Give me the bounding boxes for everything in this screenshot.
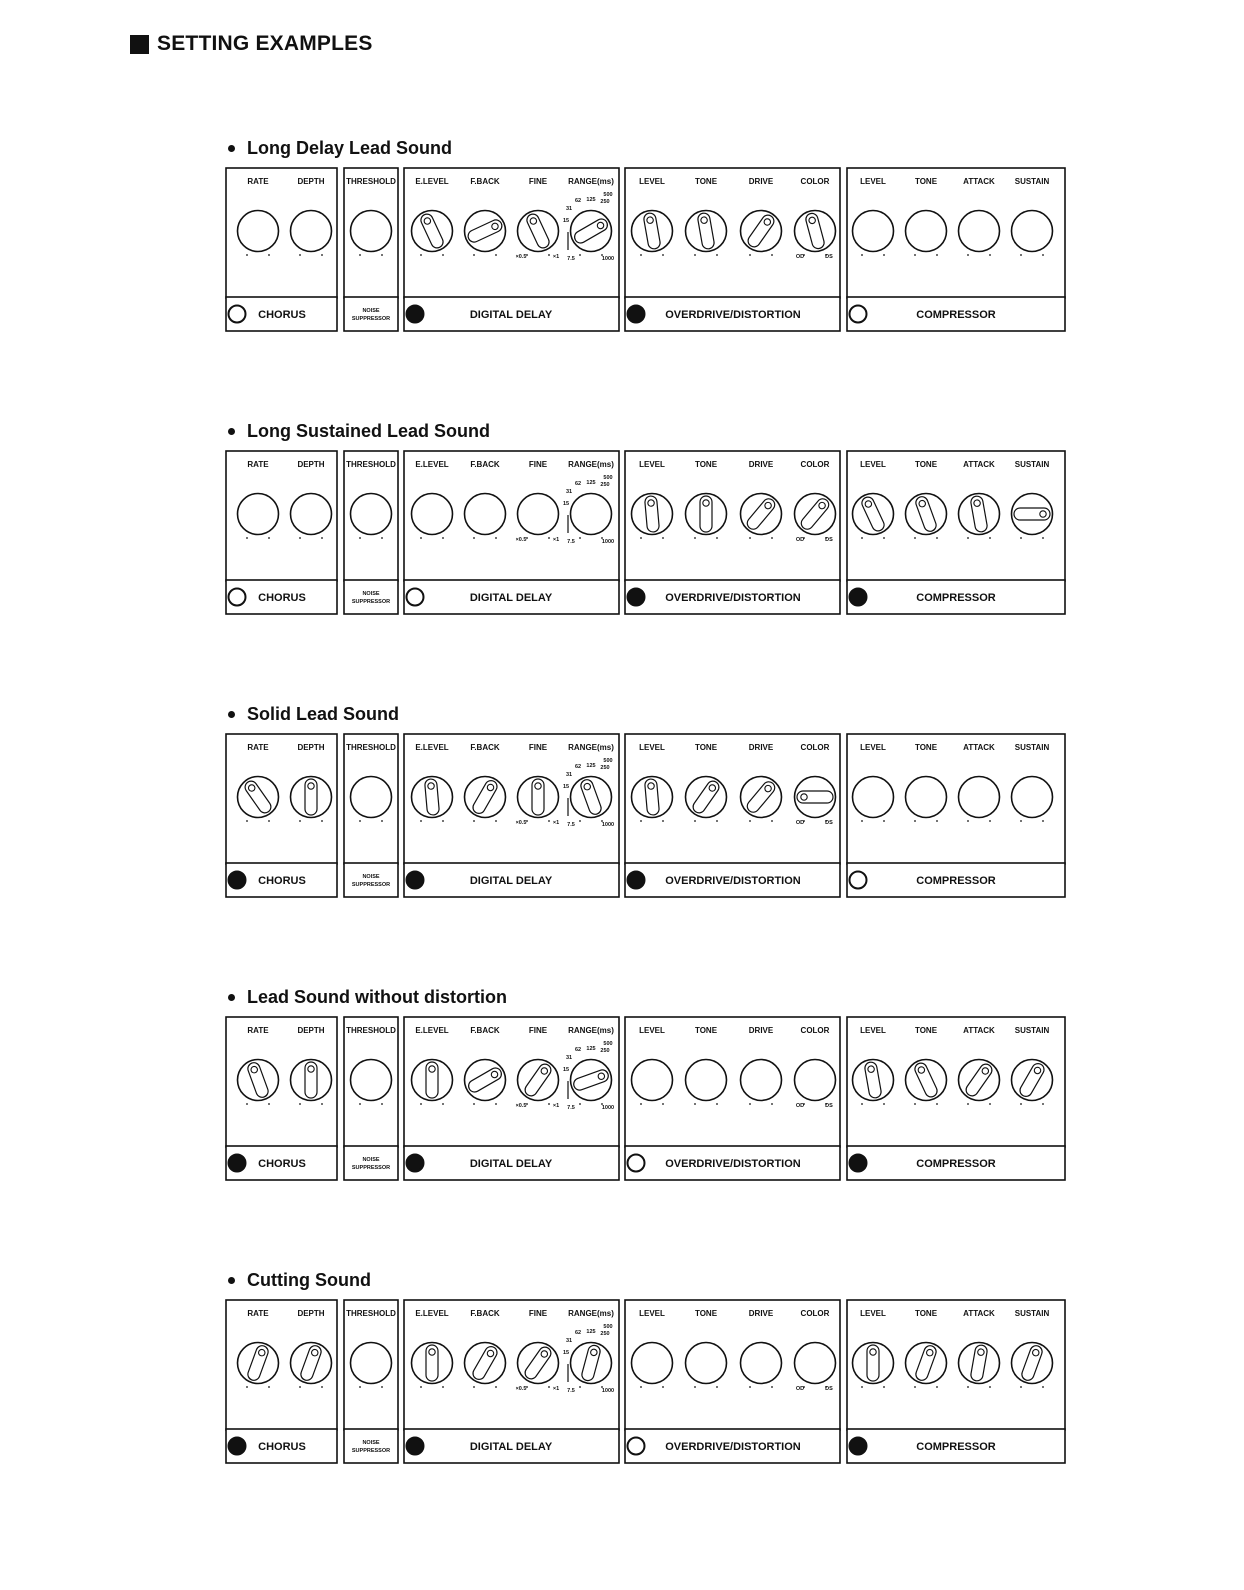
range-mark: 15 xyxy=(562,1067,570,1073)
knob-label: DRIVE xyxy=(748,743,774,752)
example-title xyxy=(228,421,490,442)
range-mark: 250 xyxy=(600,482,610,488)
overdrive-name: OVERDRIVE/DISTORTION xyxy=(665,309,801,321)
compressor-led-icon xyxy=(850,589,867,606)
knob-label: ATTACK xyxy=(963,743,995,752)
chorus-name: CHORUS xyxy=(258,1158,306,1170)
knob-label: TONE xyxy=(694,1309,718,1318)
fine-max-mark: ×1 xyxy=(552,1386,560,1392)
range-mark: 250 xyxy=(600,1048,610,1054)
knob-label: RANGE(ms) xyxy=(568,1309,614,1318)
knob-label: LEVEL xyxy=(639,177,665,186)
overdrive-name: OVERDRIVE/DISTORTION xyxy=(665,592,801,604)
setting-example xyxy=(0,704,1244,904)
compressor-led-icon xyxy=(850,306,867,323)
noise-suppressor-label-box xyxy=(344,1429,398,1463)
chorus-name: CHORUS xyxy=(258,875,306,887)
compressor-led-icon xyxy=(850,1155,867,1172)
setting-example xyxy=(0,421,1244,621)
knob-label: RATE xyxy=(247,743,269,752)
knob-label: ATTACK xyxy=(963,1026,995,1035)
range-mark: 7.5 xyxy=(567,822,575,828)
example-title-text: Solid Lead Sound xyxy=(247,704,399,724)
overdrive-name: OVERDRIVE/DISTORTION xyxy=(665,875,801,887)
fine-min-mark: ×0.5 xyxy=(515,537,527,543)
fine-min-mark: ×0.5 xyxy=(515,820,527,826)
knob-label: TONE xyxy=(914,177,938,186)
overdrive-led-icon xyxy=(628,306,645,323)
knob-label: E.LEVEL xyxy=(415,1309,449,1318)
knob-label: TONE xyxy=(914,460,938,469)
compressor-led-icon xyxy=(850,1438,867,1455)
knob-label: RANGE(ms) xyxy=(568,177,614,186)
knob-label: THRESHOLD xyxy=(346,743,396,752)
compressor-name: COMPRESSOR xyxy=(916,1441,996,1453)
color-od-mark: OD xyxy=(795,1103,805,1109)
fine-min-mark: ×0.5 xyxy=(515,1386,527,1392)
fine-max-mark: ×1 xyxy=(552,1103,560,1109)
overdrive-name: OVERDRIVE/DISTORTION xyxy=(665,1441,801,1453)
compressor-led-icon xyxy=(850,872,867,889)
noise-name-line1: NOISE xyxy=(362,1440,380,1446)
digital-delay-name: DIGITAL DELAY xyxy=(469,1441,553,1453)
knob-label: TONE xyxy=(694,1026,718,1035)
knob-label: THRESHOLD xyxy=(346,460,396,469)
knob-label: RATE xyxy=(247,1026,269,1035)
knob-label: TONE xyxy=(914,743,938,752)
knob-label: E.LEVEL xyxy=(415,1026,449,1035)
knob-label: SUSTAIN xyxy=(1014,743,1050,752)
color-od-mark: OD xyxy=(795,537,805,543)
knob-label: DEPTH xyxy=(297,1309,325,1318)
knob-label: FINE xyxy=(528,743,548,752)
range-mark: 62 xyxy=(574,481,582,487)
example-title xyxy=(228,1270,371,1291)
digital-delay-led-icon xyxy=(407,1155,424,1172)
chorus-led-icon xyxy=(229,872,246,889)
example-title-text: Long Sustained Lead Sound xyxy=(247,421,490,441)
knob-label: ATTACK xyxy=(963,177,995,186)
noise-name-line1: NOISE xyxy=(362,591,380,597)
effects-rack xyxy=(0,1013,1244,1213)
setting-example xyxy=(0,1270,1244,1470)
range-mark: 1000 xyxy=(601,1105,615,1111)
knob-label: TONE xyxy=(914,1026,938,1035)
range-mark: 62 xyxy=(574,764,582,770)
digital-delay-name: DIGITAL DELAY xyxy=(469,309,553,321)
knob-label: LEVEL xyxy=(860,177,886,186)
range-mark: 250 xyxy=(600,765,610,771)
knob-label: F.BACK xyxy=(470,177,500,186)
chorus-name: CHORUS xyxy=(258,309,306,321)
knob-label: F.BACK xyxy=(470,1026,500,1035)
knob-label: E.LEVEL xyxy=(415,460,449,469)
knob-label: LEVEL xyxy=(639,1309,665,1318)
range-mark: 500 xyxy=(603,475,613,481)
bullet-icon xyxy=(228,145,235,152)
effects-rack xyxy=(0,730,1244,930)
chorus-name: CHORUS xyxy=(258,1441,306,1453)
fine-max-mark: ×1 xyxy=(552,254,560,260)
chorus-name: CHORUS xyxy=(258,592,306,604)
color-ds-mark: DS xyxy=(825,254,833,260)
example-title-text: Long Delay Lead Sound xyxy=(247,138,453,158)
knob-label: DRIVE xyxy=(748,1309,774,1318)
range-mark: 31 xyxy=(565,206,573,212)
knob-label: LEVEL xyxy=(860,1026,886,1035)
knob-label: TONE xyxy=(694,460,718,469)
range-mark: 500 xyxy=(603,758,613,764)
range-mark: 500 xyxy=(603,1041,613,1047)
digital-delay-name: DIGITAL DELAY xyxy=(469,875,553,887)
noise-name-line2: SUPPRESSOR xyxy=(351,599,391,605)
noise-suppressor-label-box xyxy=(344,297,398,331)
example-title xyxy=(228,704,399,725)
noise-name-line2: SUPPRESSOR xyxy=(351,1165,391,1171)
fine-min-mark: ×0.5 xyxy=(515,254,527,260)
knob-label: FINE xyxy=(528,460,548,469)
compressor-name: COMPRESSOR xyxy=(916,592,996,604)
knob-label: FINE xyxy=(528,1309,548,1318)
knob-label: F.BACK xyxy=(470,1309,500,1318)
overdrive-name: OVERDRIVE/DISTORTION xyxy=(665,1158,801,1170)
range-mark: 15 xyxy=(562,784,570,790)
knob-label: FINE xyxy=(528,1026,548,1035)
knob-label: DEPTH xyxy=(297,743,325,752)
range-mark: 7.5 xyxy=(567,1388,575,1394)
range-mark: 7.5 xyxy=(567,256,575,262)
knob-label: COLOR xyxy=(800,460,830,469)
range-mark: 125 xyxy=(586,1046,596,1052)
digital-delay-led-icon xyxy=(407,589,424,606)
knob-label: LEVEL xyxy=(639,460,665,469)
range-mark: 62 xyxy=(574,1330,582,1336)
example-title-text: Cutting Sound xyxy=(247,1270,371,1290)
fine-max-mark: ×1 xyxy=(552,537,560,543)
knob-label: ATTACK xyxy=(963,1309,995,1318)
range-mark: 31 xyxy=(565,772,573,778)
bullet-icon xyxy=(228,428,235,435)
color-od-mark: OD xyxy=(795,254,805,260)
knob-label: E.LEVEL xyxy=(415,177,449,186)
knob-label: LEVEL xyxy=(639,1026,665,1035)
range-mark: 62 xyxy=(574,1047,582,1053)
range-mark: 15 xyxy=(562,501,570,507)
range-mark: 7.5 xyxy=(567,539,575,545)
knob-label: LEVEL xyxy=(860,1309,886,1318)
knob-label: LEVEL xyxy=(860,460,886,469)
knob-label: FINE xyxy=(528,177,548,186)
range-mark: 1000 xyxy=(601,539,615,545)
color-od-mark: OD xyxy=(795,1386,805,1392)
range-mark: 250 xyxy=(600,1331,610,1337)
color-ds-mark: DS xyxy=(825,820,833,826)
digital-delay-name: DIGITAL DELAY xyxy=(469,592,553,604)
chorus-led-icon xyxy=(229,1155,246,1172)
range-mark: 1000 xyxy=(601,256,615,262)
example-title-text: Lead Sound without distortion xyxy=(247,987,507,1007)
compressor-name: COMPRESSOR xyxy=(916,875,996,887)
page-heading-text: SETTING EXAMPLES xyxy=(157,32,373,55)
knob-label: RATE xyxy=(247,460,269,469)
noise-name-line2: SUPPRESSOR xyxy=(351,1448,391,1454)
knob-label: LEVEL xyxy=(860,743,886,752)
chorus-led-icon xyxy=(229,306,246,323)
example-title xyxy=(228,138,452,159)
noise-name-line2: SUPPRESSOR xyxy=(351,316,391,322)
range-mark: 500 xyxy=(603,1324,613,1330)
range-mark: 250 xyxy=(600,199,610,205)
knob-label: TONE xyxy=(694,177,718,186)
knob-label: DEPTH xyxy=(297,1026,325,1035)
noise-suppressor-label-box xyxy=(344,580,398,614)
bullet-icon xyxy=(228,994,235,1001)
chorus-led-icon xyxy=(229,1438,246,1455)
range-mark: 1000 xyxy=(601,1388,615,1394)
knob-label: SUSTAIN xyxy=(1014,177,1050,186)
noise-suppressor-label-box xyxy=(344,1146,398,1180)
compressor-name: COMPRESSOR xyxy=(916,309,996,321)
knob-label: RATE xyxy=(247,177,269,186)
knob-label: COLOR xyxy=(800,1026,830,1035)
range-mark: 125 xyxy=(586,763,596,769)
color-ds-mark: DS xyxy=(825,537,833,543)
setting-example xyxy=(0,987,1244,1187)
knob-label: TONE xyxy=(694,743,718,752)
heading-square-icon xyxy=(130,35,149,54)
range-mark: 7.5 xyxy=(567,1105,575,1111)
knob-label: THRESHOLD xyxy=(346,1309,396,1318)
color-ds-mark: DS xyxy=(825,1103,833,1109)
knob-label: RANGE(ms) xyxy=(568,460,614,469)
knob-label: F.BACK xyxy=(470,743,500,752)
knob-label: SUSTAIN xyxy=(1014,460,1050,469)
effects-rack xyxy=(0,447,1244,647)
effects-rack xyxy=(0,1296,1244,1496)
overdrive-led-icon xyxy=(628,872,645,889)
range-mark: 31 xyxy=(565,1338,573,1344)
range-mark: 125 xyxy=(586,1329,596,1335)
overdrive-led-icon xyxy=(628,1438,645,1455)
noise-name-line1: NOISE xyxy=(362,308,380,314)
range-mark: 62 xyxy=(574,198,582,204)
knob-label: SUSTAIN xyxy=(1014,1309,1050,1318)
digital-delay-led-icon xyxy=(407,306,424,323)
noise-name-line1: NOISE xyxy=(362,874,380,880)
range-mark: 15 xyxy=(562,218,570,224)
digital-delay-led-icon xyxy=(407,872,424,889)
fine-min-mark: ×0.5 xyxy=(515,1103,527,1109)
range-mark: 31 xyxy=(565,1055,573,1061)
knob-label: ATTACK xyxy=(963,460,995,469)
digital-delay-name: DIGITAL DELAY xyxy=(469,1158,553,1170)
noise-name-line1: NOISE xyxy=(362,1157,380,1163)
knob-label: COLOR xyxy=(800,1309,830,1318)
fine-max-mark: ×1 xyxy=(552,820,560,826)
knob-label: RATE xyxy=(247,1309,269,1318)
knob-label: THRESHOLD xyxy=(346,177,396,186)
range-mark: 1000 xyxy=(601,822,615,828)
chorus-led-icon xyxy=(229,589,246,606)
range-mark: 125 xyxy=(586,197,596,203)
effects-rack xyxy=(0,164,1244,364)
knob-label: F.BACK xyxy=(470,460,500,469)
knob-label: DRIVE xyxy=(748,460,774,469)
setting-example xyxy=(0,138,1244,338)
knob-label: LEVEL xyxy=(639,743,665,752)
range-mark: 500 xyxy=(603,192,613,198)
knob-label: SUSTAIN xyxy=(1014,1026,1050,1035)
knob-label: COLOR xyxy=(800,743,830,752)
noise-suppressor-label-box xyxy=(344,863,398,897)
knob-label: DEPTH xyxy=(297,177,325,186)
knob-label: COLOR xyxy=(800,177,830,186)
page-heading xyxy=(130,32,373,56)
knob-label: THRESHOLD xyxy=(346,1026,396,1035)
digital-delay-led-icon xyxy=(407,1438,424,1455)
knob-label: RANGE(ms) xyxy=(568,743,614,752)
knob-label: DEPTH xyxy=(297,460,325,469)
example-title xyxy=(228,987,507,1008)
knob-label: TONE xyxy=(914,1309,938,1318)
bullet-icon xyxy=(228,1277,235,1284)
knob-label: E.LEVEL xyxy=(415,743,449,752)
color-od-mark: OD xyxy=(795,820,805,826)
knob-label: DRIVE xyxy=(748,1026,774,1035)
color-ds-mark: DS xyxy=(825,1386,833,1392)
range-mark: 125 xyxy=(586,480,596,486)
bullet-icon xyxy=(228,711,235,718)
overdrive-led-icon xyxy=(628,589,645,606)
knob-label: RANGE(ms) xyxy=(568,1026,614,1035)
knob-label: DRIVE xyxy=(748,177,774,186)
noise-name-line2: SUPPRESSOR xyxy=(351,882,391,888)
compressor-name: COMPRESSOR xyxy=(916,1158,996,1170)
overdrive-led-icon xyxy=(628,1155,645,1172)
range-mark: 31 xyxy=(565,489,573,495)
range-mark: 15 xyxy=(562,1350,570,1356)
